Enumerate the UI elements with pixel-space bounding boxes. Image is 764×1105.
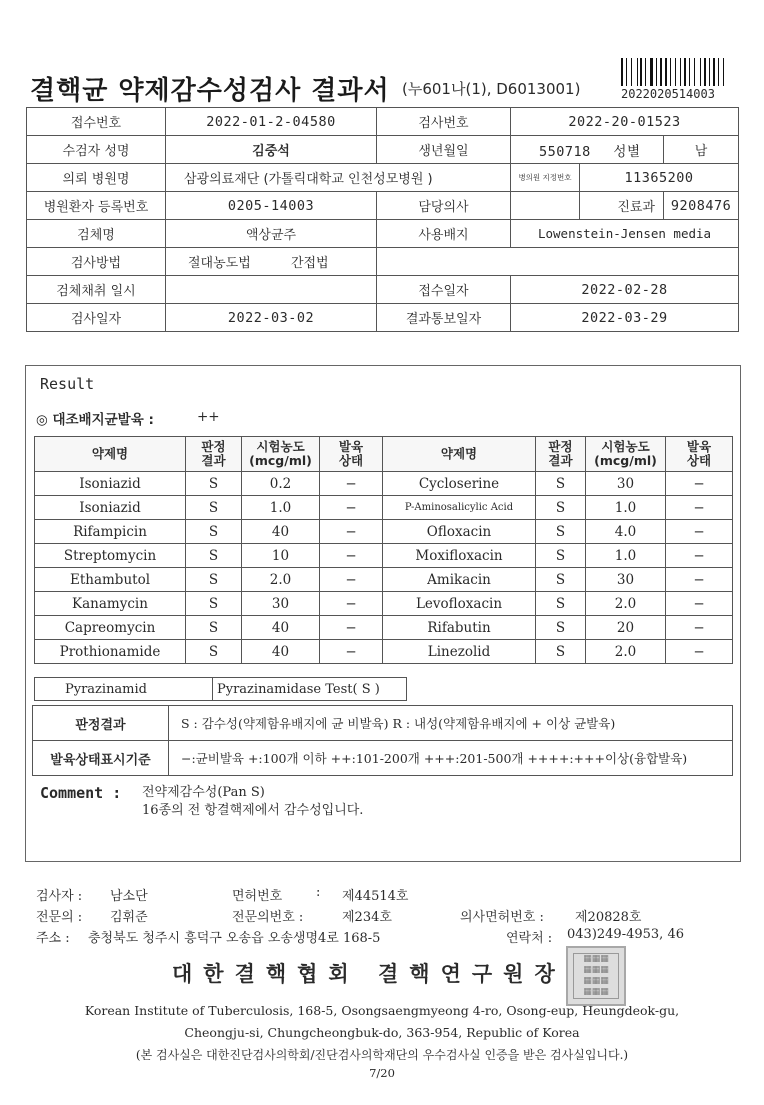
specialist-label: 전문의 : — [36, 910, 83, 925]
barcode-bar — [696, 58, 699, 86]
barcode-bar — [672, 58, 675, 86]
test-concentration: 40 — [242, 520, 320, 544]
method-empty — [377, 248, 739, 276]
growth-legend-text: −:균비발육 +:100개 이하 ++:101-200개 +++:201-500개 ++++:+++이상(융합발육) — [169, 741, 733, 776]
judge-result: S — [536, 568, 586, 592]
growth-status: − — [666, 640, 733, 664]
growth-status: − — [666, 568, 733, 592]
col-judge: 판정 결과 — [536, 437, 586, 472]
received-label: 접수일자 — [377, 276, 511, 304]
test-concentration: 2.0 — [586, 640, 666, 664]
barcode-bar — [723, 58, 724, 86]
drug-name: Streptomycin — [35, 544, 186, 568]
test-date-label: 검사일자 — [27, 304, 166, 332]
barcode-bar — [660, 58, 662, 86]
test-concentration: 4.0 — [586, 520, 666, 544]
judge-result: S — [536, 592, 586, 616]
judge-result: S — [536, 640, 586, 664]
test-concentration: 10 — [242, 544, 320, 568]
barcode-bar — [702, 58, 703, 86]
col-growth: 발육 상태 — [666, 437, 733, 472]
dept: 9208476 — [664, 192, 739, 220]
hospital-label: 의뢰 병원명 — [27, 164, 166, 192]
test-concentration: 40 — [242, 616, 320, 640]
barcode-bar — [691, 58, 693, 86]
drug-name: Isoniazid — [35, 472, 186, 496]
growth-status: − — [666, 616, 733, 640]
table-row — [35, 472, 733, 496]
barcode-bar — [650, 58, 653, 86]
barcode-bar — [624, 58, 625, 86]
sex: 남 — [664, 136, 739, 164]
col-growth: 발육 상태 — [320, 437, 383, 472]
test-concentration: 2.0 — [586, 592, 666, 616]
judge-result: S — [536, 616, 586, 640]
drug-name: Levofloxacin — [383, 592, 536, 616]
growth-status: − — [320, 472, 383, 496]
method-field — [166, 248, 377, 276]
drug-name: P-Aminosalicylic Acid — [383, 496, 536, 520]
barcode-bar — [626, 58, 627, 86]
barcode-bar — [677, 58, 679, 86]
barcode-bar — [680, 58, 681, 86]
license-label: 면허번호 — [232, 889, 283, 904]
hospital-code-label: 병의원 지정번호 — [511, 164, 580, 192]
test-concentration: 30 — [242, 592, 320, 616]
hospital-code: 11365200 — [580, 164, 739, 192]
growth-status: − — [320, 496, 383, 520]
sex-label: 성별 — [613, 143, 641, 160]
control-growth-label: ◎ 대조배지균발육 : — [36, 412, 154, 428]
barcode-bar — [713, 58, 715, 86]
test-concentration: 30 — [586, 472, 666, 496]
page-number: 7/20 — [369, 1066, 395, 1080]
table-row — [35, 616, 733, 640]
judge-result: S — [186, 640, 242, 664]
drug-name: Cycloserine — [383, 472, 536, 496]
drug-name: Kanamycin — [35, 592, 186, 616]
barcode-bar — [709, 58, 710, 86]
judge-result: S — [186, 472, 242, 496]
col-drug: 약제명 — [35, 437, 186, 472]
table-row — [35, 520, 733, 544]
col-judge: 판정 결과 — [186, 437, 242, 472]
specimen: 액상균주 — [166, 220, 377, 248]
contact-label: 연락처 : — [506, 931, 553, 946]
barcode-bar — [707, 58, 709, 86]
certification-note: (본 검사실은 대한진단검사의학회/진단검사의학재단의 우수검사실 인증을 받은 검사실입니다.) — [135, 1048, 629, 1062]
drug-name: Capreomycin — [35, 616, 186, 640]
col-conc: 시험농도 (mcg/ml) — [586, 437, 666, 472]
judge-result: S — [186, 520, 242, 544]
pyrazinamid-table — [34, 677, 407, 701]
dept-label: 진료과 — [580, 192, 664, 220]
test-concentration: 1.0 — [586, 496, 666, 520]
barcode-bar — [656, 58, 657, 86]
report-form-code: (누601나(1), D6013001) — [402, 80, 581, 98]
official-seal — [566, 946, 626, 1006]
barcode-bar — [725, 58, 726, 86]
barcode-bar — [637, 58, 638, 86]
drug-name: Linezolid — [383, 640, 536, 664]
reg-no-label: 병원환자 등록번호 — [27, 192, 166, 220]
col-conc: 시험농도 (mcg/ml) — [242, 437, 320, 472]
drug-name: Prothionamide — [35, 640, 186, 664]
judge-legend-label: 판정결과 — [33, 706, 169, 741]
doctor-license-label: 의사면허번호 : — [460, 910, 544, 925]
barcode — [621, 58, 727, 86]
growth-status: − — [320, 616, 383, 640]
growth-status: − — [320, 520, 383, 544]
address-label: 주소 : — [36, 931, 70, 946]
barcode-bar — [687, 58, 688, 86]
collect — [166, 276, 377, 304]
drug-susceptibility-table — [34, 436, 733, 664]
method-absolute: 절대농도법 — [188, 256, 251, 271]
barcode-bar — [638, 58, 639, 86]
seal-pattern: ▦▦▦ ▦▦▦ ▦▦▦ ▦▦▦ — [573, 953, 619, 999]
test-concentration: 20 — [586, 616, 666, 640]
judge-result: S — [186, 544, 242, 568]
judge-result: S — [186, 616, 242, 640]
dob-label: 생년월일 — [377, 136, 511, 164]
comment-line-2: 16종의 전 항결핵제에서 감수성입니다. — [142, 803, 364, 818]
patient-info-table — [26, 107, 739, 332]
barcode-bar — [689, 58, 690, 86]
growth-status: − — [666, 472, 733, 496]
barcode-bar — [643, 58, 644, 86]
receipt-no-label: 접수번호 — [27, 108, 166, 136]
doctor — [511, 192, 580, 220]
barcode-bar — [645, 58, 646, 86]
test-concentration: 1.0 — [242, 496, 320, 520]
method-label: 검사방법 — [27, 248, 166, 276]
table-row — [35, 568, 733, 592]
patient-name: 김중석 — [166, 136, 377, 164]
dob: 550718 — [539, 143, 591, 160]
specialist-no: 제234호 — [342, 910, 392, 925]
judge-result: S — [536, 496, 586, 520]
test-date: 2022-03-02 — [166, 304, 377, 332]
tester: 남소단 — [110, 889, 148, 904]
received: 2022-02-28 — [511, 276, 739, 304]
judge-result: S — [186, 568, 242, 592]
table-row — [35, 592, 733, 616]
judge-result: S — [186, 592, 242, 616]
table-row — [35, 640, 733, 664]
tester-label: 검사자 : — [36, 889, 83, 904]
license-no: 제44514호 — [342, 889, 409, 904]
growth-status: − — [666, 496, 733, 520]
specimen-label: 검체명 — [27, 220, 166, 248]
table-row — [35, 544, 733, 568]
drug-name: Ethambutol — [35, 568, 186, 592]
test-no: 2022-20-01523 — [511, 108, 739, 136]
medium: Lowenstein-Jensen media — [511, 220, 739, 248]
barcode-bar — [647, 58, 649, 86]
specialist: 김휘준 — [110, 910, 148, 925]
growth-status: − — [666, 592, 733, 616]
reg-no: 0205-14003 — [166, 192, 377, 220]
result-heading: Result — [40, 375, 95, 393]
medium-label: 사용배지 — [377, 220, 511, 248]
judge-legend-text: S : 감수성(약제함유배지에 균 비발육) R : 내성(약제함유배지에 + 이상 균발육) — [169, 706, 733, 741]
pyrazinamid-result: Pyrazinamidase Test( S ) — [213, 678, 407, 701]
barcode-bar — [684, 58, 686, 86]
barcode-bar — [700, 58, 701, 86]
pyrazinamid-label: Pyrazinamid — [35, 678, 213, 701]
barcode-bar — [668, 58, 669, 86]
drug-name: Moxifloxacin — [383, 544, 536, 568]
license-colon: : — [316, 885, 321, 900]
growth-legend-label: 발육상태표시기준 — [33, 741, 169, 776]
contact: 043)249-4953, 46 — [567, 927, 684, 942]
barcode-bar — [640, 58, 642, 86]
collect-label: 검체채취 일시 — [27, 276, 166, 304]
growth-status: − — [666, 520, 733, 544]
test-concentration: 30 — [586, 568, 666, 592]
table-row — [35, 496, 733, 520]
barcode-bar — [628, 58, 630, 86]
growth-status: − — [320, 544, 383, 568]
report-date: 2022-03-29 — [511, 304, 739, 332]
address-en-line-2: Cheongju-si, Chungcheongbuk-do, 363-954, Republic of Korea — [184, 1025, 580, 1040]
barcode-bar — [694, 58, 695, 86]
legend-table — [32, 705, 733, 776]
barcode-bar — [658, 58, 659, 86]
barcode-bar — [716, 58, 717, 86]
judge-result: S — [186, 496, 242, 520]
drug-name: Amikacin — [383, 568, 536, 592]
test-concentration: 40 — [242, 640, 320, 664]
doctor-license: 제20828호 — [575, 910, 642, 925]
growth-status: − — [320, 568, 383, 592]
drug-name: Rifabutin — [383, 616, 536, 640]
col-drug: 약제명 — [383, 437, 536, 472]
test-concentration: 1.0 — [586, 544, 666, 568]
barcode-bar — [631, 58, 632, 86]
barcode-bar — [670, 58, 671, 86]
method-indirect: 간접법 — [290, 256, 329, 271]
comment-line-1: 전약제감수성(Pan S) — [142, 785, 265, 800]
judge-result: S — [536, 472, 586, 496]
barcode-bar — [675, 58, 676, 86]
dob-field — [511, 136, 664, 164]
growth-status: − — [320, 592, 383, 616]
patient-name-label: 수검자 성명 — [27, 136, 166, 164]
issuing-organization: 대한결핵협회 결핵연구원장 — [172, 961, 566, 986]
drug-name: Ofloxacin — [383, 520, 536, 544]
barcode-bar — [718, 58, 719, 86]
judge-result: S — [536, 544, 586, 568]
report-title: 결핵균 약제감수성검사 결과서 — [30, 76, 390, 106]
barcode-bar — [663, 58, 664, 86]
test-concentration: 2.0 — [242, 568, 320, 592]
address: 충청북도 청주시 흥덕구 오송읍 오송생명4로 168-5 — [88, 931, 381, 946]
barcode-bar — [633, 58, 636, 86]
drug-name: Rifampicin — [35, 520, 186, 544]
judge-result: S — [536, 520, 586, 544]
barcode-bar — [665, 58, 667, 86]
barcode-bar — [711, 58, 712, 86]
hospital-name: 삼광의료재단 (가톨릭대학교 인천성모병원 ) — [166, 164, 511, 192]
comment-label: Comment : — [40, 784, 122, 802]
barcode-bar — [682, 58, 683, 86]
receipt-no: 2022-01-2-04580 — [166, 108, 377, 136]
report-date-label: 결과통보일자 — [377, 304, 511, 332]
barcode-bar — [720, 58, 722, 86]
address-en-line-1: Korean Institute of Tuberculosis, 168-5, Osongsaengmyeong 4-ro, Osong-eup, Heungdeok-gu, — [84, 1003, 680, 1018]
doctor-label: 담당의사 — [377, 192, 511, 220]
barcode-number: 2022020514003 — [621, 87, 715, 101]
specialist-no-label: 전문의번호 : — [232, 910, 304, 925]
test-concentration: 0.2 — [242, 472, 320, 496]
test-no-label: 검사번호 — [377, 108, 511, 136]
drug-name: Isoniazid — [35, 496, 186, 520]
barcode-bar — [621, 58, 623, 86]
growth-status: − — [666, 544, 733, 568]
barcode-bar — [704, 58, 706, 86]
barcode-bar — [654, 58, 655, 86]
control-growth-value: ++ — [197, 409, 220, 425]
growth-status: − — [320, 640, 383, 664]
